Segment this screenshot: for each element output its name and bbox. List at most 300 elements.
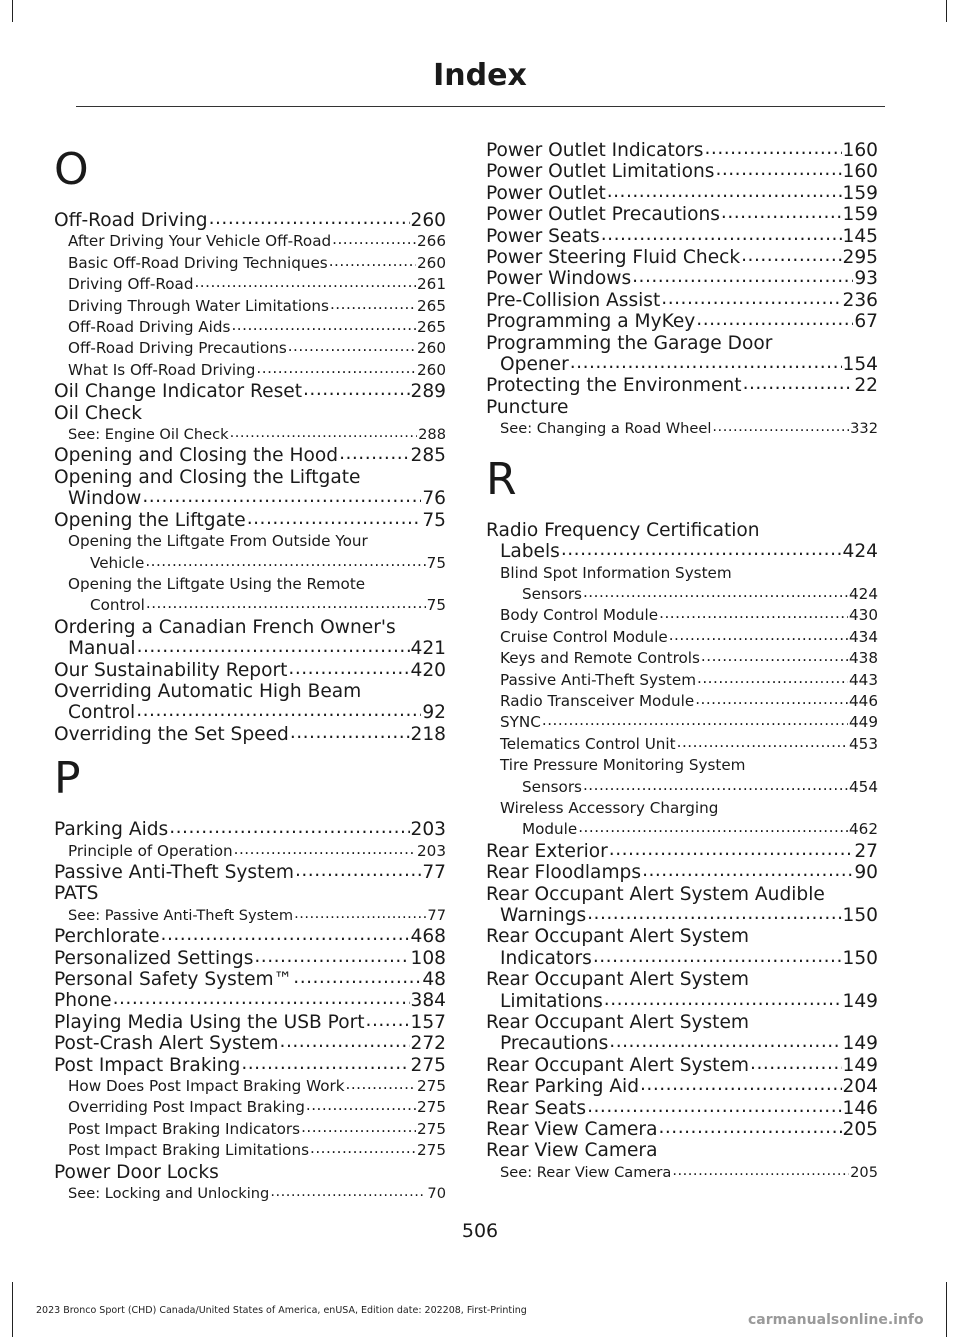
index-entry[interactable]: [486, 1098, 878, 1119]
entry-page-number: 462: [849, 820, 878, 839]
edition-footer: 2023 Bronco Sport (CHD) Canada/United States of America, enUSA, Edition date: 202208, First-Printing: [36, 1305, 527, 1316]
dot-leader: [587, 1096, 841, 1117]
dot-leader: [145, 551, 425, 572]
entry-page-number: 449: [849, 713, 878, 732]
dot-leader: [632, 266, 853, 287]
dot-leader: [721, 202, 842, 223]
entry-page-number: 275: [417, 1098, 446, 1117]
entry-label: Blind Spot Information System: [500, 563, 732, 582]
index-entry[interactable]: [54, 445, 446, 466]
dot-leader: [609, 839, 854, 860]
index-entry[interactable]: [486, 226, 878, 247]
entry-page-number: 453: [849, 734, 878, 753]
entry-label: Power Windows: [486, 268, 632, 290]
entry-label: Rear Seats: [486, 1097, 587, 1119]
entry-page-number: 421: [410, 638, 446, 660]
entry-label: Phone: [54, 990, 112, 1012]
index-entry[interactable]: [54, 553, 446, 574]
entry-page-number: 261: [417, 275, 446, 294]
entry-label: Passive Anti-Theft System: [54, 861, 294, 883]
index-entry[interactable]: [54, 210, 446, 231]
dot-leader: [607, 181, 842, 202]
dot-leader: [659, 603, 848, 624]
index-entry[interactable]: [486, 584, 878, 605]
dot-leader: [669, 625, 848, 646]
dot-leader: [583, 775, 848, 796]
dot-leader: [697, 668, 848, 689]
dot-leader: [231, 315, 416, 336]
entry-label: Rear Occupant Alert System: [486, 969, 750, 991]
entry-page-number: 285: [410, 445, 446, 467]
index-entry[interactable]: [486, 969, 878, 990]
index-entry[interactable]: [54, 819, 446, 840]
entry-page-number: 150: [842, 947, 878, 969]
index-entry[interactable]: [486, 755, 878, 776]
entry-label: Passive Anti-Theft System: [500, 670, 697, 689]
index-entry[interactable]: [486, 884, 878, 905]
dot-leader: [346, 1074, 416, 1095]
dot-leader: [169, 817, 409, 838]
entry-page-number: 430: [849, 606, 878, 625]
entry-page-number: 48: [422, 969, 446, 990]
index-entry[interactable]: [54, 617, 446, 638]
watermark: carmanualsonline.info: [748, 1312, 924, 1328]
entry-label: Post-Crash Alert System: [54, 1033, 279, 1055]
dot-leader: [270, 1181, 426, 1202]
entry-page-number: 77: [422, 861, 446, 883]
entry-label: Telematics Control Unit: [500, 734, 676, 753]
entry-page-number: 266: [417, 232, 446, 251]
index-entry[interactable]: [54, 1033, 446, 1054]
index-entry[interactable]: [54, 338, 446, 359]
index-entry[interactable]: [486, 627, 878, 648]
index-entry[interactable]: [486, 1012, 878, 1033]
entry-label: See: Engine Oil Check: [68, 426, 229, 444]
index-entry[interactable]: [486, 268, 878, 289]
entry-label: Power Outlet: [486, 182, 606, 204]
entry-page-number: 205: [850, 1163, 878, 1181]
index-entry[interactable]: [486, 926, 878, 947]
index-entry[interactable]: [486, 670, 878, 691]
entry-label: Control: [90, 596, 145, 615]
index-entry[interactable]: [486, 1140, 878, 1161]
entry-label: Cruise Control Module: [500, 627, 668, 646]
dot-leader: [604, 989, 842, 1010]
entry-page-number: 203: [410, 819, 446, 841]
entry-page-number: 75: [426, 553, 446, 572]
dot-leader: [677, 732, 848, 753]
entry-label: Labels: [500, 541, 560, 563]
entry-label: Overriding the Set Speed: [54, 723, 289, 745]
index-entry[interactable]: [486, 1119, 878, 1140]
index-entry[interactable]: [486, 354, 878, 375]
index-entry[interactable]: [54, 1140, 446, 1161]
entry-page-number: 424: [849, 584, 878, 603]
entry-label: PATS: [54, 883, 99, 905]
entry-page-number: 275: [417, 1141, 446, 1160]
index-entry[interactable]: [54, 724, 446, 745]
dot-leader: [241, 1053, 409, 1074]
index-entry[interactable]: [486, 734, 878, 755]
index-entry[interactable]: [54, 841, 446, 862]
index-entry[interactable]: [54, 467, 446, 488]
index-entry[interactable]: [486, 862, 878, 883]
dot-leader: [295, 860, 421, 881]
index-entry[interactable]: [54, 595, 446, 616]
dot-leader: [609, 1031, 841, 1052]
index-entry[interactable]: [54, 905, 446, 926]
index-entry[interactable]: [54, 1097, 446, 1118]
entry-page-number: 384: [410, 990, 446, 1012]
entry-label: Puncture: [486, 396, 569, 418]
entry-label: Opening the Liftgate From Outside Your: [68, 532, 368, 551]
entry-label: Principle of Operation: [68, 841, 233, 860]
index-entry[interactable]: [54, 296, 446, 317]
entry-label: How Does Post Impact Braking Work: [68, 1077, 345, 1096]
entry-label: Indicators: [500, 947, 592, 969]
entry-page-number: 67: [854, 311, 878, 333]
entry-label: Precautions: [500, 1033, 609, 1055]
index-entry[interactable]: [486, 418, 878, 439]
index-entry[interactable]: [486, 777, 878, 798]
index-entry[interactable]: [486, 541, 878, 562]
entry-label: Off-Road Driving Precautions: [68, 339, 287, 358]
dot-leader: [254, 946, 409, 967]
entry-page-number: 93: [854, 268, 878, 290]
entry-label: Pre-Collision Assist: [486, 289, 661, 311]
entry-label: Power Outlet Precautions: [486, 204, 720, 226]
entry-label: Rear Occupant Alert System: [486, 1012, 750, 1034]
entry-page-number: 424: [842, 541, 878, 563]
entry-page-number: 443: [849, 670, 878, 689]
index-column-left: [54, 136, 446, 1204]
index-entry[interactable]: [486, 991, 878, 1012]
entry-page-number: 159: [842, 182, 878, 204]
entry-label: See: Changing a Road Wheel: [500, 420, 712, 438]
entry-page-number: 265: [417, 318, 446, 337]
entry-label: Module: [522, 820, 578, 839]
dot-leader: [329, 251, 416, 272]
entry-label: Programming a MyKey: [486, 311, 696, 333]
entry-page-number: 260: [417, 360, 446, 379]
entry-page-number: 92: [422, 702, 446, 724]
dot-leader: [247, 508, 422, 529]
dot-leader: [712, 416, 849, 437]
entry-page-number: 218: [410, 723, 446, 745]
entry-label: Rear Occupant Alert System Audible: [486, 883, 825, 905]
index-entry[interactable]: [486, 605, 878, 626]
index-column-right: [486, 140, 878, 1183]
index-entry[interactable]: [486, 712, 878, 733]
entry-label: Control: [68, 702, 136, 724]
index-entry[interactable]: [486, 183, 878, 204]
entry-label: Ordering a Canadian French Owner's: [54, 616, 396, 638]
crop-mark-top-right: [946, 0, 947, 22]
index-entry[interactable]: [54, 681, 446, 702]
dot-leader: [113, 988, 410, 1009]
entry-label: Opening and Closing the Hood: [54, 445, 339, 467]
index-entry[interactable]: [486, 948, 878, 969]
section-letter: P: [54, 753, 81, 805]
entry-label: See: Passive Anti-Theft System: [68, 906, 294, 924]
crop-mark-top-left: [12, 0, 13, 22]
dot-leader: [696, 309, 853, 330]
dot-leader: [230, 422, 418, 443]
entry-page-number: 75: [422, 509, 446, 531]
dot-leader: [194, 272, 416, 293]
dot-leader: [209, 208, 410, 229]
entry-label: Post Impact Braking Indicators: [68, 1119, 301, 1138]
index-entry[interactable]: [54, 317, 446, 338]
entry-page-number: 160: [842, 161, 878, 183]
dot-leader: [293, 967, 421, 988]
dot-leader: [310, 1138, 416, 1159]
title-divider: [76, 106, 885, 107]
index-entry[interactable]: [486, 648, 878, 669]
index-entry[interactable]: [54, 1119, 446, 1140]
entry-page-number: 145: [842, 225, 878, 247]
entry-page-number: 90: [854, 862, 878, 884]
entry-label: Opening the Liftgate Using the Remote: [68, 574, 366, 593]
entry-label: Our Sustainability Report: [54, 659, 288, 681]
entry-page-number: 260: [410, 210, 446, 231]
dot-leader: [570, 352, 842, 373]
index-entry[interactable]: [486, 1033, 878, 1054]
entry-label: Body Control Module: [500, 606, 659, 625]
entry-label: Limitations: [500, 990, 603, 1012]
entry-page-number: 75: [426, 596, 446, 615]
entry-label: See: Rear View Camera: [500, 1163, 672, 1181]
entry-page-number: 289: [410, 381, 446, 403]
entry-label: Power Outlet Limitations: [486, 161, 715, 183]
dot-leader: [146, 593, 426, 614]
entry-label: See: Locking and Unlocking: [68, 1185, 270, 1203]
dot-leader: [301, 1117, 416, 1138]
dot-leader: [366, 1010, 410, 1031]
entry-label: Overriding Post Impact Braking: [68, 1098, 305, 1117]
entry-page-number: 275: [417, 1119, 446, 1138]
dot-leader: [542, 710, 848, 731]
entry-page-number: 332: [850, 420, 878, 438]
entry-label: Window: [68, 488, 142, 510]
entry-label: Personalized Settings: [54, 947, 254, 969]
entry-page-number: 204: [842, 1076, 878, 1098]
dot-leader: [642, 860, 853, 881]
entry-page-number: 295: [842, 247, 878, 269]
index-entry[interactable]: [486, 247, 878, 268]
index-entry[interactable]: [54, 883, 446, 904]
entry-label: Post Impact Braking: [54, 1054, 241, 1076]
index-entry[interactable]: [486, 1055, 878, 1076]
entry-page-number: 22: [854, 375, 878, 397]
index-entry[interactable]: [54, 948, 446, 969]
entry-label: Oil Check: [54, 402, 143, 424]
index-entry[interactable]: [54, 926, 446, 947]
entry-label: Opener: [500, 354, 569, 376]
index-entry[interactable]: [54, 510, 446, 531]
index-entry[interactable]: [486, 1162, 878, 1183]
dot-leader: [256, 358, 416, 379]
dot-leader: [587, 903, 841, 924]
index-entry[interactable]: [486, 905, 878, 926]
dot-leader: [601, 224, 842, 245]
entry-label: Rear Exterior: [486, 840, 608, 862]
index-entry[interactable]: [54, 1055, 446, 1076]
entry-label: Protecting the Environment: [486, 375, 742, 397]
dot-leader: [750, 1053, 841, 1074]
dot-leader: [701, 646, 848, 667]
entry-label: Manual: [68, 638, 136, 660]
entry-label: Driving Off-Road: [68, 275, 194, 294]
entry-label: Programming the Garage Door: [486, 332, 773, 354]
index-entry[interactable]: [54, 403, 446, 424]
dot-leader: [593, 946, 842, 967]
index-entry[interactable]: [486, 841, 878, 862]
index-entry[interactable]: [486, 691, 878, 712]
entry-label: Keys and Remote Controls: [500, 649, 700, 668]
entry-label: Rear Parking Aid: [486, 1076, 640, 1098]
dot-leader: [234, 839, 416, 860]
page-number: 506: [461, 1220, 499, 1242]
entry-page-number: 260: [417, 339, 446, 358]
entry-page-number: 149: [842, 990, 878, 1012]
dot-leader: [332, 229, 416, 250]
entry-page-number: 203: [417, 841, 446, 860]
dot-leader: [306, 1095, 416, 1116]
index-entry[interactable]: [486, 520, 878, 541]
entry-label: Perchlorate: [54, 926, 160, 948]
dot-leader: [661, 288, 841, 309]
entry-page-number: 205: [842, 1119, 878, 1141]
index-entry[interactable]: [54, 969, 446, 990]
index-entry[interactable]: [486, 333, 878, 354]
entry-label: Post Impact Braking Limitations: [68, 1141, 309, 1160]
dot-leader: [561, 539, 842, 560]
entry-label: Rear Floodlamps: [486, 862, 642, 884]
crop-mark-bottom-left: [12, 1282, 13, 1337]
entry-label: SYNC: [500, 713, 541, 732]
entry-page-number: 149: [842, 1033, 878, 1055]
dot-leader: [290, 722, 410, 743]
entry-label: Opening and Closing the Liftgate: [54, 466, 361, 488]
entry-page-number: 70: [427, 1185, 446, 1203]
page-title: Index: [433, 58, 527, 93]
index-entry[interactable]: [486, 204, 878, 225]
index-entry[interactable]: [54, 1012, 446, 1033]
entry-label: Wireless Accessory Charging: [500, 798, 719, 817]
entry-label: Off-Road Driving Aids: [68, 318, 231, 337]
index-entry[interactable]: [54, 574, 446, 595]
entry-label: Rear View Camera: [486, 1140, 658, 1162]
index-entry[interactable]: [54, 1183, 446, 1204]
entry-label: Opening the Liftgate: [54, 509, 246, 531]
index-entry[interactable]: [486, 563, 878, 584]
dot-leader: [339, 443, 409, 464]
index-entry[interactable]: [54, 488, 446, 509]
dot-leader: [672, 1160, 849, 1181]
entry-label: Parking Aids: [54, 819, 169, 841]
index-entry[interactable]: [54, 274, 446, 295]
entry-page-number: 76: [422, 488, 446, 510]
entry-page-number: 157: [410, 1011, 446, 1033]
index-entry[interactable]: [54, 1162, 446, 1183]
entry-label: Tire Pressure Monitoring System: [500, 756, 746, 775]
index-entry[interactable]: [54, 702, 446, 723]
entry-page-number: 446: [849, 691, 878, 710]
dot-leader: [715, 159, 841, 180]
dot-leader: [303, 379, 410, 400]
dot-leader: [578, 817, 848, 838]
entry-label: Vehicle: [90, 553, 145, 572]
index-entry[interactable]: [54, 862, 446, 883]
section-letter: R: [486, 453, 517, 505]
dot-leader: [640, 1074, 841, 1095]
dot-leader: [280, 1031, 410, 1052]
entry-page-number: 159: [842, 204, 878, 226]
entry-page-number: 154: [842, 354, 878, 376]
entry-page-number: 275: [417, 1077, 446, 1096]
dot-leader: [288, 658, 409, 679]
crop-mark-bottom-right: [946, 1282, 947, 1337]
dot-leader: [658, 1117, 841, 1138]
index-entry[interactable]: [54, 1076, 446, 1097]
entry-label: Power Seats: [486, 225, 600, 247]
entry-page-number: 454: [849, 777, 878, 796]
index-entry[interactable]: [54, 360, 446, 381]
index-entry[interactable]: [486, 290, 878, 311]
dot-leader: [136, 700, 421, 721]
index-entry[interactable]: [486, 161, 878, 182]
section-letter: O: [54, 144, 89, 195]
entry-page-number: 108: [410, 947, 446, 969]
entry-label: Driving Through Water Limitations: [68, 296, 329, 315]
index-entry[interactable]: [486, 819, 878, 840]
index-entry[interactable]: [486, 798, 878, 819]
entry-label: Rear View Camera: [486, 1119, 658, 1141]
entry-label: Power Outlet Indicators: [486, 140, 704, 161]
index-entry[interactable]: [486, 397, 878, 418]
index-entry[interactable]: [54, 381, 446, 402]
entry-label: Sensors: [522, 777, 582, 796]
dot-leader: [142, 486, 421, 507]
entry-page-number: 272: [410, 1033, 446, 1055]
entry-label: Off-Road Driving: [54, 210, 208, 231]
index-entry[interactable]: [54, 424, 446, 445]
entry-label: Power Steering Fluid Check: [486, 247, 741, 269]
entry-label: Radio Transceiver Module: [500, 691, 695, 710]
entry-label: Oil Change Indicator Reset: [54, 381, 302, 403]
index-entry[interactable]: [54, 990, 446, 1011]
index-entry[interactable]: [486, 311, 878, 332]
entry-page-number: 150: [842, 905, 878, 926]
entry-label: Basic Off-Road Driving Techniques: [68, 253, 328, 272]
index-entry[interactable]: [486, 140, 878, 161]
entry-page-number: 149: [842, 1054, 878, 1076]
index-entry[interactable]: [54, 531, 446, 552]
entry-page-number: 260: [417, 253, 446, 272]
entry-page-number: 236: [842, 289, 878, 311]
dot-leader: [288, 336, 416, 357]
index-entry[interactable]: [54, 231, 446, 252]
entry-page-number: 27: [854, 840, 878, 862]
index-entry[interactable]: [54, 660, 446, 681]
index-entry[interactable]: [54, 253, 446, 274]
index-entry[interactable]: [486, 375, 878, 396]
index-entry[interactable]: [486, 1076, 878, 1097]
index-entry[interactable]: [54, 638, 446, 659]
dot-leader: [583, 582, 848, 603]
dot-leader: [161, 924, 410, 945]
